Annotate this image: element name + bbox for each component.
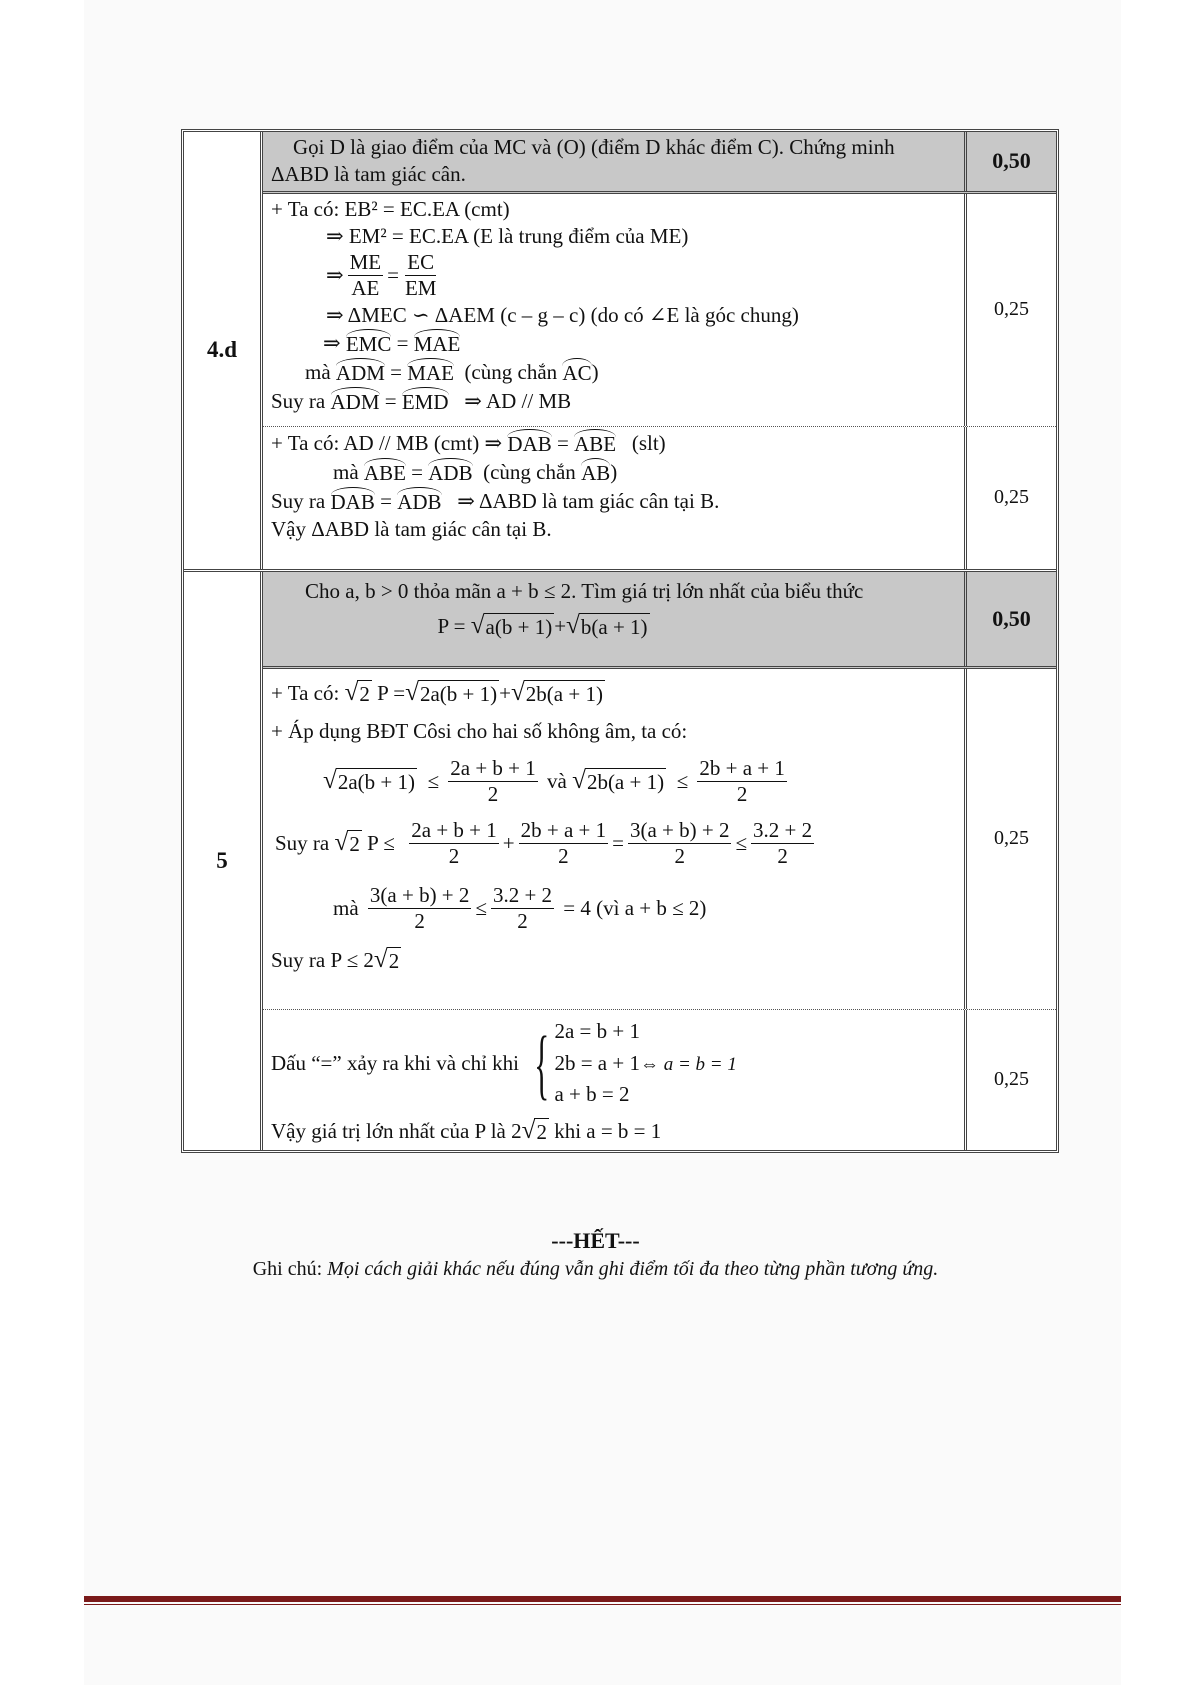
equals-sign: = [557, 430, 569, 455]
square-root [335, 830, 362, 857]
fraction [368, 883, 472, 934]
question-number: 5 [184, 572, 263, 1150]
fraction [403, 250, 439, 301]
step-line [271, 387, 956, 416]
step-line [271, 677, 956, 711]
equation: 2a = b + 1 [554, 1019, 640, 1044]
score-cell: 0,50 [992, 605, 1031, 631]
equals-sign: = [387, 263, 399, 288]
square-root [405, 680, 499, 707]
question-text-line1: Cho a, b > 0 thỏa mãn a + b ≤ 2. Tìm giá trị lớn nhất của biểu thức [305, 578, 864, 603]
equals-sign: = [411, 459, 423, 484]
fraction [409, 818, 499, 869]
square-root [374, 947, 401, 974]
step-line: ⇒ EM² = EC.EA (E là trung điểm của ME) [326, 223, 689, 248]
score-cell: 0,25 [994, 1068, 1029, 1091]
fraction [448, 756, 538, 807]
text: P = [377, 680, 406, 705]
answer-part-2 [263, 426, 1056, 569]
answer-part-2 [263, 1009, 1056, 1150]
radical-sign: √ [572, 766, 586, 794]
radicand: b(a + 1) [580, 614, 648, 639]
radical-sign: √ [344, 678, 359, 706]
numerator: ME [348, 250, 384, 276]
angle-arc: ABE [574, 429, 616, 458]
radical-sign: √ [334, 828, 349, 856]
text: P = [437, 613, 466, 638]
equals-sign: = [384, 389, 397, 414]
radicand: 2 [359, 681, 370, 706]
question-header [263, 572, 1056, 669]
numerator: 3(a + b) + 2 [368, 883, 472, 909]
denominator: EM [404, 276, 437, 301]
denominator: 2 [558, 844, 569, 869]
numerator: EC [405, 250, 436, 276]
text: mà [333, 895, 359, 920]
less-equal-sign: ≤ [735, 830, 748, 855]
radicand: 2a(b + 1) [337, 769, 415, 794]
fraction [697, 756, 787, 807]
arc-label: AB [581, 458, 610, 487]
footnote [0, 1258, 1191, 1281]
step-line [271, 753, 956, 811]
denominator: 2 [777, 844, 788, 869]
equals-sign: = [380, 489, 392, 514]
brace-icon: { [534, 1019, 550, 1107]
radicand: 2 [536, 1119, 547, 1144]
text: ) [610, 459, 618, 484]
step-line [271, 429, 956, 458]
denominator: 2 [674, 844, 685, 869]
score-cell: 0,50 [992, 148, 1031, 174]
question-content [263, 572, 1056, 1150]
question-row-4d [184, 132, 1056, 569]
answer-part-1 [263, 669, 1056, 1009]
angle-arc: ADM [331, 387, 380, 416]
question-text-line2: ΔABD là tam giác cân. [271, 162, 466, 187]
text: = 4 (vì a + b ≤ 2) [563, 895, 707, 920]
note-label: Ghi chú: [252, 1258, 323, 1280]
text: P ≤ [367, 830, 395, 855]
square-root [572, 768, 666, 795]
expression-line [271, 613, 956, 640]
answer-part-1 [263, 194, 1056, 426]
equation: a + b = 2 [554, 1082, 630, 1107]
fraction [491, 883, 554, 934]
numerator: 3.2 + 2 [751, 818, 814, 844]
radicand: 2b(a + 1) [586, 769, 665, 794]
plus-sign: + [502, 830, 515, 855]
angle-arc: DAB [331, 487, 375, 516]
radicand: 2a(b + 1) [419, 681, 498, 706]
step-line: Vậy ΔABD là tam giác cân tại B. [271, 517, 552, 542]
radical-sign: √ [470, 611, 485, 639]
numerator: 3.2 + 2 [491, 883, 554, 909]
numerator: 2b + a + 1 [697, 756, 787, 782]
less-equal-sign: ≤ [427, 768, 440, 793]
step-line [271, 941, 956, 981]
arc-label: AC [562, 358, 591, 387]
angle-arc: ABE [364, 458, 406, 487]
step-line: + Áp dụng BĐT Côsi cho hai số không âm, ta có: [271, 718, 688, 743]
numerator: 2a + b + 1 [409, 818, 499, 844]
radicand: 2b(a + 1) [525, 681, 603, 706]
square-root [323, 768, 417, 795]
square-root [471, 613, 554, 640]
text: Suy ra [271, 389, 326, 414]
text: Suy ra [275, 830, 330, 855]
denominator: 2 [414, 909, 425, 934]
text: (cùng chắn [464, 360, 558, 385]
less-equal-sign: ≤ [475, 895, 487, 920]
step-line: ⇒ ΔMEC ∽ ΔAEM (c – g – c) (do có ∠E là góc chung) [326, 302, 799, 327]
step-line [271, 329, 956, 358]
radical-sign: √ [323, 766, 337, 794]
step-line [271, 250, 956, 301]
radical-sign: √ [373, 945, 388, 973]
angle-arc: ADB [428, 458, 472, 487]
step-line [271, 458, 956, 487]
denominator: AE [351, 276, 380, 301]
fraction [348, 250, 384, 301]
radical-sign: √ [566, 611, 580, 639]
fraction [628, 818, 732, 869]
step-line [271, 487, 956, 516]
note-text: Mọi cách giải khác nếu đúng vẫn ghi điểm tối đa theo từng phần tương ứng. [327, 1258, 939, 1280]
end-marker: ---HẾT--- [551, 1228, 640, 1253]
numerator: 2a + b + 1 [448, 756, 538, 782]
denominator: 2 [448, 844, 460, 869]
question-header [263, 132, 1056, 194]
fraction [519, 818, 609, 869]
text: (cùng chắn [483, 459, 576, 484]
square-root [522, 1118, 549, 1145]
denominator: 2 [517, 909, 528, 934]
text: mà [305, 360, 331, 385]
angle-arc: ADB [397, 487, 441, 516]
text: Suy ra P ≤ 2 [271, 947, 374, 972]
angle-arc: EMC [346, 329, 392, 358]
denominator: 2 [487, 782, 499, 807]
plus-sign: + [499, 680, 511, 705]
square-root [566, 613, 649, 640]
equals-sign: = [396, 330, 409, 355]
equation [554, 1048, 736, 1080]
fraction [751, 818, 814, 869]
angle-arc: ADM [336, 358, 385, 387]
radicand: a(b + 1) [485, 614, 553, 639]
footer-divider-thin [84, 1604, 1121, 1605]
plus-sign: + [554, 613, 567, 638]
angle-arc: MAE [407, 358, 454, 387]
answer-table [181, 129, 1059, 1153]
question-content [263, 132, 1056, 569]
square-root [511, 680, 605, 707]
step-line [271, 1012, 956, 1116]
score-cell: 0,25 [994, 827, 1029, 850]
square-root [345, 680, 372, 707]
angle-arc: MAE [414, 329, 461, 358]
implies-symbol: ⇒ [323, 330, 341, 355]
radicand: 2 [349, 831, 360, 856]
text: ⇒ AD // MB [464, 389, 572, 414]
text: ⇒ ΔABD là tam giác cân tại B. [457, 489, 720, 514]
step-line [271, 358, 956, 387]
text: Dấu “=” xảy ra khi và chỉ khi [271, 1050, 520, 1075]
step-line: + Ta có: EB² = EC.EA (cmt) [271, 196, 510, 221]
text: + Ta có: [271, 680, 340, 705]
question-row-5 [184, 569, 1056, 1150]
radical-sign: √ [521, 1116, 536, 1144]
question-text-line1: Gọi D là giao điểm của MC và (O) (điểm D khác điểm C). Chứng minh [293, 135, 895, 159]
angle-arc: DAB [507, 429, 551, 458]
equals-sign: = [390, 360, 403, 385]
radical-sign: √ [405, 678, 419, 706]
text: khi a = b = 1 [554, 1118, 662, 1143]
step-line [271, 811, 956, 877]
system-of-equations [523, 1016, 737, 1111]
text: ) [591, 360, 599, 385]
equation-list [554, 1016, 736, 1111]
text: + Ta có: AD // MB (cmt) ⇒ [271, 430, 503, 455]
equation-text: 2b = a + 1 [554, 1050, 640, 1075]
text: Vậy giá trị lớn nhất của P là 2 [271, 1118, 522, 1143]
equals-sign: = [612, 830, 624, 855]
angle-arc: EMD [402, 387, 449, 416]
question-number: 4.d [184, 132, 263, 569]
denominator: 2 [736, 782, 748, 807]
text: Suy ra [271, 489, 326, 514]
footer-divider [84, 1596, 1121, 1602]
implies-symbol: ⇒ [326, 263, 344, 288]
score-cell: 0,25 [994, 486, 1029, 509]
step-line [271, 877, 956, 941]
step-line [271, 1118, 956, 1145]
numerator: 2b + a + 1 [519, 818, 609, 844]
text: (slt) [631, 430, 666, 455]
radical-sign: √ [510, 678, 525, 706]
numerator: 3(a + b) + 2 [628, 818, 732, 844]
text: mà [333, 459, 359, 484]
score-cell: 0,25 [994, 298, 1029, 321]
text: và [547, 768, 567, 793]
radicand: 2 [388, 948, 400, 973]
equation-result: ⇔ a = b = 1 [639, 1053, 737, 1075]
less-equal-sign: ≤ [676, 768, 689, 793]
